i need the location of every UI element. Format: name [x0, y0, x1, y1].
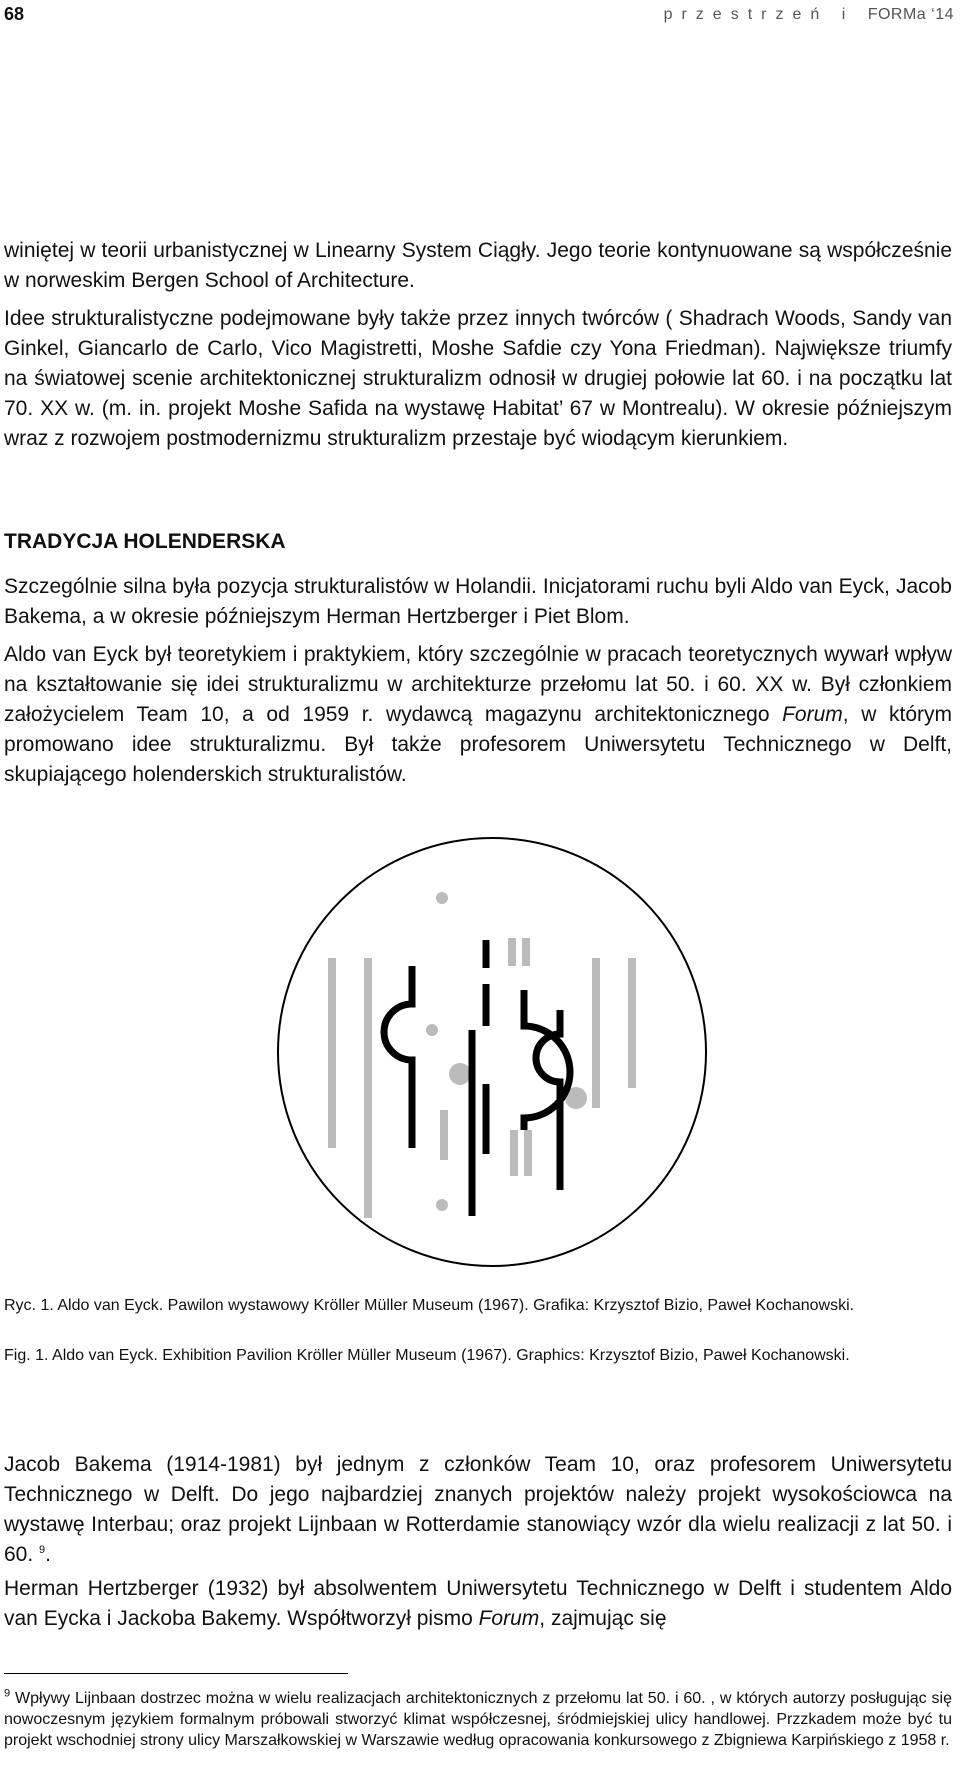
gray-wall	[522, 938, 530, 966]
gray-wall	[524, 1130, 532, 1176]
footnote-ref: 9	[39, 1544, 46, 1556]
paragraph-1: winiętej w teorii urbanistycznej w Linearny System Ciągły. Jego teorie kontynuowane są współcześnie w norweskim Bergen School of Architecture.	[4, 239, 952, 292]
paragraph-4-text-b: , w którym promowano idee strukturalizmu. Był także profesorem Uniwersytetu Technicznego w Delft, skupiającego holenderskich strukturalistów.	[4, 703, 952, 786]
gray-dot	[426, 1024, 438, 1036]
paragraph-6-text-a: Herman Hertzberger (1932) był absolwentem Uniwersytetu Technicznego w Delft i studentem Aldo van Eycka i Jackoba Bakemy. Współtworzył pismo	[4, 1577, 952, 1630]
gray-walls	[328, 938, 636, 1218]
footnote	[4, 1688, 952, 1751]
pavilion-outline-circle	[278, 838, 706, 1266]
gray-disc	[449, 1063, 471, 1085]
pavilion-plan-figure	[272, 830, 712, 1270]
figure-caption-en: Fig. 1. Aldo van Eyck. Exhibition Pavilion Kröller Müller Museum (1967). Graphics: Krzysztof Bizio, Paweł Kochanowski.	[4, 1347, 850, 1364]
paragraph-2: Idee strukturalistyczne podejmowane były także przez innych twórców ( Shadrach Woods, Sandy van Ginkel, Giancarlo de Carlo, Vico Magistretti, Moshe Safdie czy Yona Friedman). Największe triumfy na światowej scenie architektonicznej strukturalizm odnosił w drugiej połowie lat 60. i na początku lat 70. XX w. (m. in. projekt Moshe Safida na wystawę Habitat’ 67 w Montrealu). W okresie późniejszym wraz z rozwojem postmodernizmu strukturalizm przestaje być wiodącym kierunkiem.	[4, 307, 952, 450]
paragraph-6	[4, 1574, 952, 1634]
gray-wall	[510, 1130, 518, 1176]
paragraph-4	[4, 640, 952, 790]
figure-caption-pl: Ryc. 1. Aldo van Eyck. Pawilon wystawowy Kröller Müller Museum (1967). Grafika: Krzysztof Bizio, Paweł Kochanowski.	[4, 1297, 855, 1314]
journal-form: FORMa	[867, 6, 927, 23]
gray-wall	[592, 958, 600, 1108]
running-head	[664, 6, 954, 24]
footnote-number: 9	[4, 1687, 11, 1700]
footnote-rule	[4, 1673, 348, 1674]
black-wall-left	[384, 966, 412, 1148]
paragraph-6-text-b: , zajmując się	[539, 1607, 667, 1630]
gray-dot	[436, 1199, 448, 1211]
section-heading: TRADYCJA HOLENDERSKA	[4, 530, 286, 553]
black-walls	[384, 940, 570, 1216]
paragraph-3: Szczególnie silna była pozycja strukturalistów w Holandii. Inicjatorami ruchu byli Aldo van Eyck, Jacob Bakema, a w okresie późniejszym Herman Hertzberger i Piet Blom.	[4, 575, 952, 628]
paragraph-4-italic: Forum	[782, 703, 843, 726]
paragraph-6-italic: Forum	[478, 1607, 540, 1630]
journal-year: ‘14	[926, 6, 954, 23]
gray-wall	[628, 958, 636, 1088]
journal-name: przestrzeń i	[663, 6, 868, 23]
gray-dot	[436, 892, 448, 904]
paragraph-5	[4, 1450, 952, 1570]
gray-wall	[440, 1110, 448, 1160]
gray-wall	[508, 938, 516, 966]
gray-wall	[364, 958, 372, 1218]
paragraph-5-text: Jacob Bakema (1914-1981) był jednym z członków Team 10, oraz profesorem Uniwersytetu Technicznego w Delft. Do jego najbardziej znanych projektów należy projekt wysokościowca na wystawę Interbau; oraz projekt Lijnbaan w Rotterdamie stanowiący wzór dla wielu realizacji z lat 50. i 60.	[4, 1453, 952, 1566]
gray-wall	[328, 958, 336, 1148]
page-number: 68	[4, 4, 25, 24]
footnote-text: Wpływy Lijnbaan dostrzec można w wielu realizacjach architektonicznych z przełomu lat 50. i 60. , w których autorzy posługując się nowoczesnym językiem formalnym próbowali stworzyć klimat współczesnej, śródmiejskiej ulicy handlowej. Przzkadem może być tu projekt wschodniej strony ulicy Marszałkowskiej w Warszawie według opracowania konkursowego z Zbigniewa Karpińskiego z 1958 r.	[4, 1690, 952, 1749]
paragraph-5-end: .	[45, 1543, 51, 1566]
paragraph-4-text-a: Aldo van Eyck był teoretykiem i praktykiem, który szczególnie w pracach teoretycznych wywarł wpływ na kształtowanie się idei strukturalizmu w architekturze przełomu lat 50. i 60. XX w. Był członkiem założycielem Team 10, a od 1959 r. wydawcą magazynu architektonicznego	[4, 643, 952, 726]
